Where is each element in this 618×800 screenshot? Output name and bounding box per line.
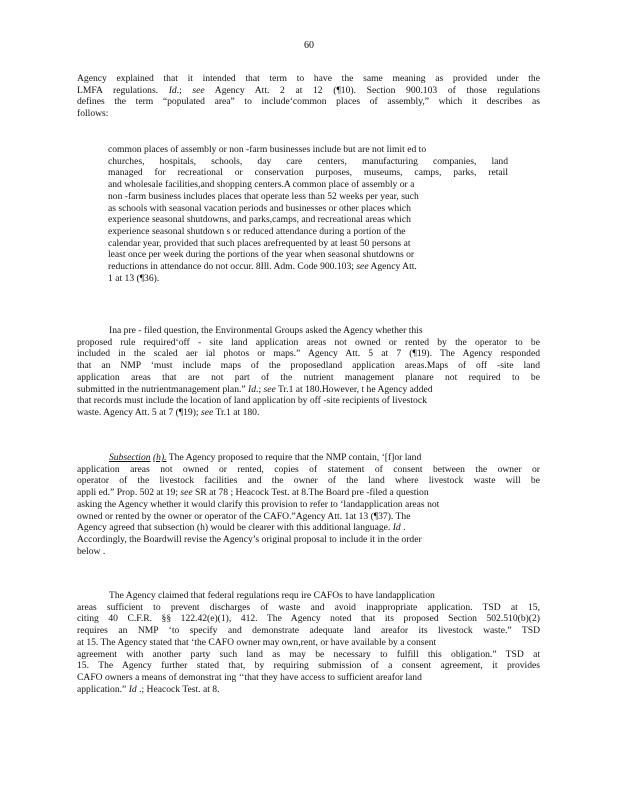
- text-line: [77, 73, 540, 85]
- text-segment: proposed rule required‘off - site land application areas not owned or rented by the operator to be: [77, 336, 540, 348]
- text-line: [77, 96, 540, 108]
- text-line: [108, 226, 508, 238]
- text-segment: Agency Att. 2 at 12 (¶10). Section 900.103 of those regulations: [204, 84, 540, 96]
- text-segment: SR at 78 ; Heacock Test. at 8.The Board pre -filed a question: [192, 487, 429, 499]
- text-segment: citing 40 C.F.R. §§ 122.42(e)(1), 412. The Agency noted that its proposed Section 502.510(b)(2): [77, 613, 540, 625]
- text-line: [77, 590, 540, 602]
- text-line: [77, 499, 540, 511]
- block-quote: [108, 144, 508, 284]
- text-segment: CAFO owners a means of demonstrat ing ‘‘that they have access to sufficient areafor land: [77, 671, 422, 683]
- text-segment: and wholesale facilities,and shopping centers.A common place of assembly or a: [108, 179, 415, 191]
- text-segment: that an NMP ‘must include maps of the proposedland application areas.Maps of off -site land: [77, 360, 540, 372]
- text-segment: follows:: [77, 108, 109, 120]
- text-segment: waste. Agency Att. 5 at 7 (¶19);: [77, 406, 201, 418]
- text-line: [77, 108, 540, 120]
- text-line: [108, 249, 508, 261]
- text-line: [77, 372, 540, 384]
- text-segment: .; Heacock Test. at 8.: [136, 683, 220, 695]
- text-segment: experience seasonal shutdowns, and parks,camps, and recreational areas which: [108, 214, 411, 226]
- text-line: [108, 144, 508, 156]
- text-segment: defines the term “populated area” to include‘common places of assembly,” which it describes as: [77, 96, 540, 108]
- text-line: [77, 348, 540, 360]
- text-segment: Tr.1 at 180.However, t he Agency added: [275, 383, 433, 395]
- italic-text: Id: [168, 84, 177, 96]
- italic-text: Id: [128, 683, 137, 695]
- text-segment: The Agency claimed that federal regulations requ ire CAFOs to have landapplication: [109, 590, 435, 601]
- text-line: [77, 637, 540, 649]
- text-segment: managed for recreational or conservation purposes, museums, camps, parks, retail: [108, 167, 508, 179]
- text-line: [77, 534, 540, 546]
- italic-text: Subsection: [109, 452, 151, 463]
- text-segment: operator of the livestock facilities and the owner of the land where livestock waste will be: [77, 475, 540, 487]
- text-segment: LMFA regulations.: [77, 84, 169, 96]
- italic-text: see: [356, 261, 369, 273]
- text-segment: .;: [176, 84, 193, 96]
- text-segment: Accordingly, the Boardwill revise the Agency’s original proposal to include it in the order: [77, 533, 422, 545]
- text-line: [77, 649, 540, 661]
- body-paragraph: [77, 590, 540, 695]
- text-line: [77, 452, 540, 464]
- text-line: [108, 273, 508, 285]
- text-line: [77, 360, 540, 372]
- text-segment: Agency explained that it intended that term to have the same meaning as provided under the: [77, 73, 540, 84]
- text-segment: least once per week during the portions of the year when seasonal shutdowns or: [108, 249, 415, 261]
- text-line: [77, 384, 540, 396]
- text-line: [77, 672, 540, 684]
- italic-text: (h).: [152, 452, 167, 463]
- text-line: [77, 407, 540, 419]
- text-segment: The Agency proposed to require that the NMP contain, ‘[f]or land: [166, 452, 422, 463]
- body-paragraph: [77, 325, 540, 419]
- text-segment: .: [400, 522, 406, 534]
- text-segment: asking the Agency whether it would clarify this provision to refer to ‘landapplication areas not: [77, 498, 440, 510]
- text-line: [108, 156, 508, 168]
- italic-text: Id: [392, 522, 401, 534]
- text-line: [77, 475, 540, 487]
- italic-text: see: [180, 487, 193, 499]
- text-segment: appli ed.” Prop. 502 at 19;: [77, 487, 181, 499]
- text-segment: common places of assembly or non -farm businesses include but are not limit ed to: [108, 144, 427, 155]
- page-number: 60: [304, 40, 314, 51]
- text-line: [77, 660, 540, 672]
- text-segment: Agency agreed that subsection (h) would be clearer with this additional language.: [77, 522, 393, 534]
- text-line: [108, 179, 508, 191]
- body-paragraph: [77, 452, 540, 557]
- text-line: [108, 203, 508, 215]
- text-segment: Tr.1 at 180.: [213, 406, 260, 418]
- text-segment: areas sufficient to prevent discharges of waste and avoid inappropriate application. TSD at 15,: [77, 601, 540, 613]
- text-line: [77, 625, 540, 637]
- text-segment: as schools with seasonal vacation periods and businesses or other places which: [108, 202, 411, 214]
- text-segment: Agency Att.: [368, 261, 417, 273]
- text-line: [77, 487, 540, 499]
- text-line: [108, 167, 508, 179]
- text-segment: application areas not owned or rented, copies of statement of consent between the owner or: [77, 463, 540, 475]
- text-segment: Ina pre - filed question, the Environmental Groups asked the Agency whether this: [109, 325, 423, 336]
- text-segment: owned or rented by the owner or operator of the CAFO.”Agency Att. 1at 13 (¶37). The: [77, 510, 411, 522]
- text-segment: that records must include the location of land application by off -site recipients of livestock: [77, 395, 427, 407]
- italic-text: see: [192, 84, 205, 96]
- text-line: [77, 464, 540, 476]
- text-line: [77, 511, 540, 523]
- text-segment: 1 at 13 (¶36).: [108, 272, 160, 284]
- text-segment: included in the scaled aer ial photos or maps.” Agency Att. 5 at 7 (¶19). The Agency responded: [77, 348, 540, 360]
- text-segment: non -farm business includes places that operate less than 52 weeks per year, such: [108, 190, 419, 202]
- text-segment: calendar year, provided that such places arefrequented by at least 50 persons at: [108, 237, 411, 249]
- text-line: [77, 337, 540, 349]
- italic-text: see: [200, 406, 214, 418]
- text-line: [108, 191, 508, 203]
- text-line: [77, 546, 540, 558]
- text-line: [77, 395, 540, 407]
- italic-text: Id: [248, 383, 257, 395]
- italic-text: see: [263, 383, 276, 395]
- text-line: [77, 684, 540, 696]
- text-line: [108, 238, 508, 250]
- text-segment: application.”: [77, 683, 129, 695]
- text-line: [77, 325, 540, 337]
- text-segment: below .: [77, 545, 106, 557]
- text-segment: 15. The Agency further stated that, by requiring submission of a consent agreement, it provides: [77, 660, 540, 672]
- text-line: [77, 85, 540, 97]
- text-segment: application areas that are not part of the nutrient management planare not required to be: [77, 371, 540, 383]
- text-line: [108, 214, 508, 226]
- text-segment: agreement with another party such land as may be necessary to fulfill this obligation.” TSD at: [77, 648, 540, 660]
- text-line: [77, 613, 540, 625]
- text-segment: .;: [256, 383, 264, 395]
- text-segment: requires an NMP ‘to specify and demonstrate adequate land areafor its livestock waste.” TSD: [77, 625, 540, 637]
- text-segment: submitted in the nutrientmanagement plan.”: [77, 383, 249, 395]
- text-segment: experience seasonal shutdown s or reduced attendance during a portion of the: [108, 225, 406, 237]
- text-line: [77, 602, 540, 614]
- text-segment: reductions in attendance do not occur. 8Ill. Adm. Code 900.103;: [108, 261, 357, 273]
- body-paragraph: [77, 73, 540, 120]
- text-segment: at 15. The Agency stated that ‘the CAFO owner may own,rent, or have available by a consent: [77, 636, 437, 648]
- text-segment: churches, hospitals, schools, day care centers, manufacturing companies, land: [108, 155, 508, 167]
- text-line: [108, 261, 508, 273]
- text-line: [77, 522, 540, 534]
